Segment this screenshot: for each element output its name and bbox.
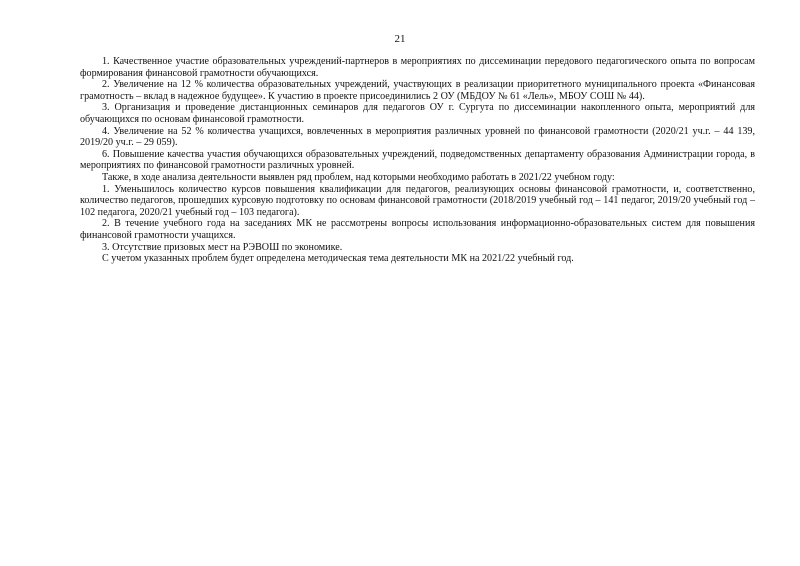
paragraph-problems-intro: Также, в ходе анализа деятельности выявлен ряд проблем, над которыми необходимо работать в 2021/22 учебном году:	[102, 171, 615, 183]
paragraph-problem-2: 2. В течение учебного года на заседаниях МК не рассмотрены вопросы использования информационно-образовательных систем для повышения финансовой грамотности учащихся.	[80, 218, 755, 241]
page-number: 21	[394, 33, 406, 45]
paragraph-problem-3: 3. Отсутствие призовых мест на РЭВОШ по экономике.	[102, 241, 343, 253]
paragraph-problem-1: 1. Уменьшилось количество курсов повышения квалификации для педагогов, реализующих основы финансовой грамотности, и, соответственно, количество педагогов, прошедших курсовую подготовку по основам финансовой грамотности (2018/2019 учебный год – 141 педагог, 2019/20 учебный год –102 педагога, 2020/21 учебный год – 103 педагога).	[80, 183, 755, 218]
paragraph-achievement-4: 4. Увеличение на 52 % количества учащихся, вовлеченных в мероприятия различных уровней по финансовой грамотности (2020/21 уч.г. – 44 139, 2019/20 уч.г. – 29 059).	[80, 125, 755, 149]
paragraph-achievement-2: 2. Увеличение на 12 % количества образовательных учреждений, участвующих в реализации приоритетного муниципального проекта «Финансовая грамотность – вклад в надежное будущее». К участию в проекте присоединились 2 ОУ (МБДОУ № 61 «Лель», МБОУ СОШ № 44).	[80, 79, 755, 102]
paragraph-achievement-3: 3. Организация и проведение дистанционных семинаров для педагогов ОУ г. Сургута по диссеминации накопленного опыта, мероприятий для обучающихся по основам финансовой грамотности.	[80, 102, 755, 125]
paragraph-conclusion: С учетом указанных проблем будет определена методическая тема деятельности МК на 2021/22 учебный год.	[102, 253, 574, 265]
document-body	[80, 56, 755, 265]
paragraph-achievement-6: 6. Повышение качества участия обучающихся образовательных учреждений, подведомственных департаменту образования Администрации города, в мероприятиях по финансовой грамотности различных уровней.	[80, 148, 755, 172]
paragraph-achievement-1: 1. Качественное участие образовательных учреждений-партнеров в мероприятиях по диссеминации передового педагогического опыта по вопросам формирования финансовой грамотности обучающихся.	[80, 56, 755, 79]
